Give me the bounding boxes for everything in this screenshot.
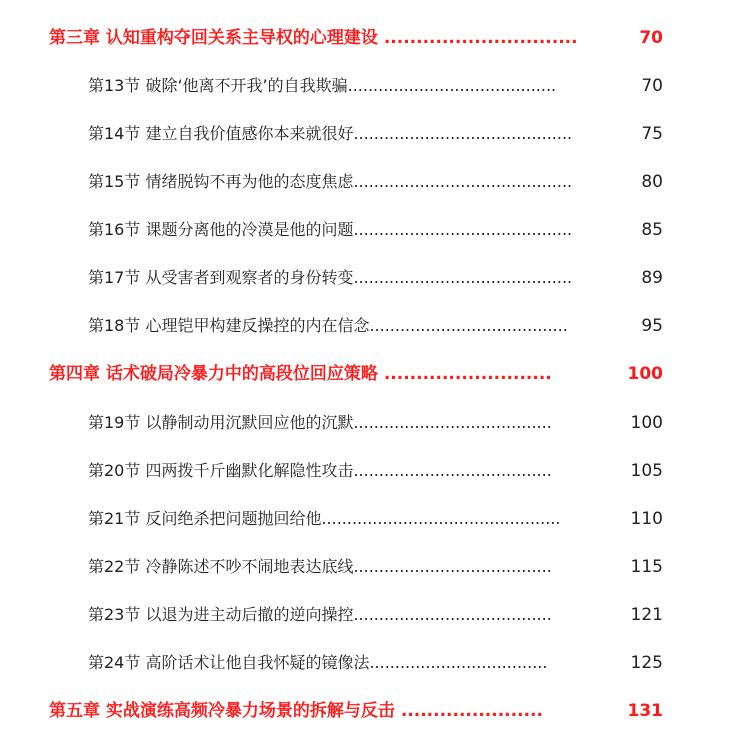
toc-page-number: 100 [627, 364, 663, 384]
toc-page-number: 70 [639, 28, 663, 48]
toc-section-16[interactable] [0, 213, 741, 247]
toc-entry-title: 第19节 以静制动用沉默回应他的沉默....................................... [88, 413, 552, 432]
toc-entry-title: 第23节 以退为进主动后撤的逆向操控....................................... [88, 605, 552, 624]
toc-page-number: 70 [641, 76, 663, 96]
toc-page-number: 80 [641, 172, 663, 192]
toc-entry-title: 第18节 心理铠甲构建反操控的内在信念....................................... [88, 316, 568, 335]
toc-page-number: 95 [641, 316, 663, 336]
toc-entry-title: 第14节 建立自我价值感你本来就很好........................................... [88, 124, 573, 143]
toc-section-14[interactable] [0, 117, 741, 151]
toc-page-number: 75 [641, 124, 663, 144]
toc-section-13[interactable] [0, 69, 741, 103]
toc-page-number: 105 [630, 461, 663, 481]
toc-entry-title: 第三章 认知重构夺回关系主导权的心理建设 .............................. [49, 28, 578, 48]
toc-page-number: 89 [641, 268, 663, 288]
toc-page-number: 125 [630, 653, 663, 673]
toc-entry-title: 第22节 冷静陈述不吵不闹地表达底线....................................... [88, 557, 552, 576]
toc-page-number: 115 [630, 557, 663, 577]
toc-section-24[interactable] [0, 646, 741, 680]
toc-entry-title: 第21节 反问绝杀把问题抛回给他............................................... [88, 509, 561, 528]
toc-entry-title: 第17节 从受害者到观察者的身份转变........................................... [88, 268, 573, 287]
toc-page-number: 131 [627, 701, 663, 721]
toc-chapter-5[interactable] [0, 694, 741, 728]
toc-page-number: 100 [630, 413, 663, 433]
toc-section-22[interactable] [0, 550, 741, 584]
toc-entry-title: 第15节 情绪脱钩不再为他的态度焦虑........................................... [88, 172, 573, 191]
toc-entry-title: 第四章 话术破局冷暴力中的高段位回应策略 .......................... [49, 364, 552, 384]
toc-entry-title: 第16节 课题分离他的冷漠是他的问题........................................... [88, 220, 573, 239]
toc-chapter-3[interactable] [0, 21, 741, 55]
toc-entry-title: 第20节 四两拨千斤幽默化解隐性攻击....................................... [88, 461, 552, 480]
toc-page-number: 121 [630, 605, 663, 625]
toc-section-23[interactable] [0, 598, 741, 632]
toc-section-18[interactable] [0, 309, 741, 343]
toc-entry-title: 第五章 实战演练高频冷暴力场景的拆解与反击 ...................... [49, 701, 543, 721]
toc-chapter-4[interactable] [0, 357, 741, 391]
toc-page-number: 85 [641, 220, 663, 240]
toc-section-19[interactable] [0, 406, 741, 440]
toc-section-17[interactable] [0, 261, 741, 295]
toc-entry-title: 第13节 破除‘他离不开我’的自我欺骗......................................... [88, 76, 557, 95]
toc-page-number: 110 [630, 509, 663, 529]
toc-entry-title: 第24节 高阶话术让他自我怀疑的镜像法................................... [88, 653, 548, 672]
toc-section-21[interactable] [0, 502, 741, 536]
toc-section-20[interactable] [0, 454, 741, 488]
toc-section-15[interactable] [0, 165, 741, 199]
